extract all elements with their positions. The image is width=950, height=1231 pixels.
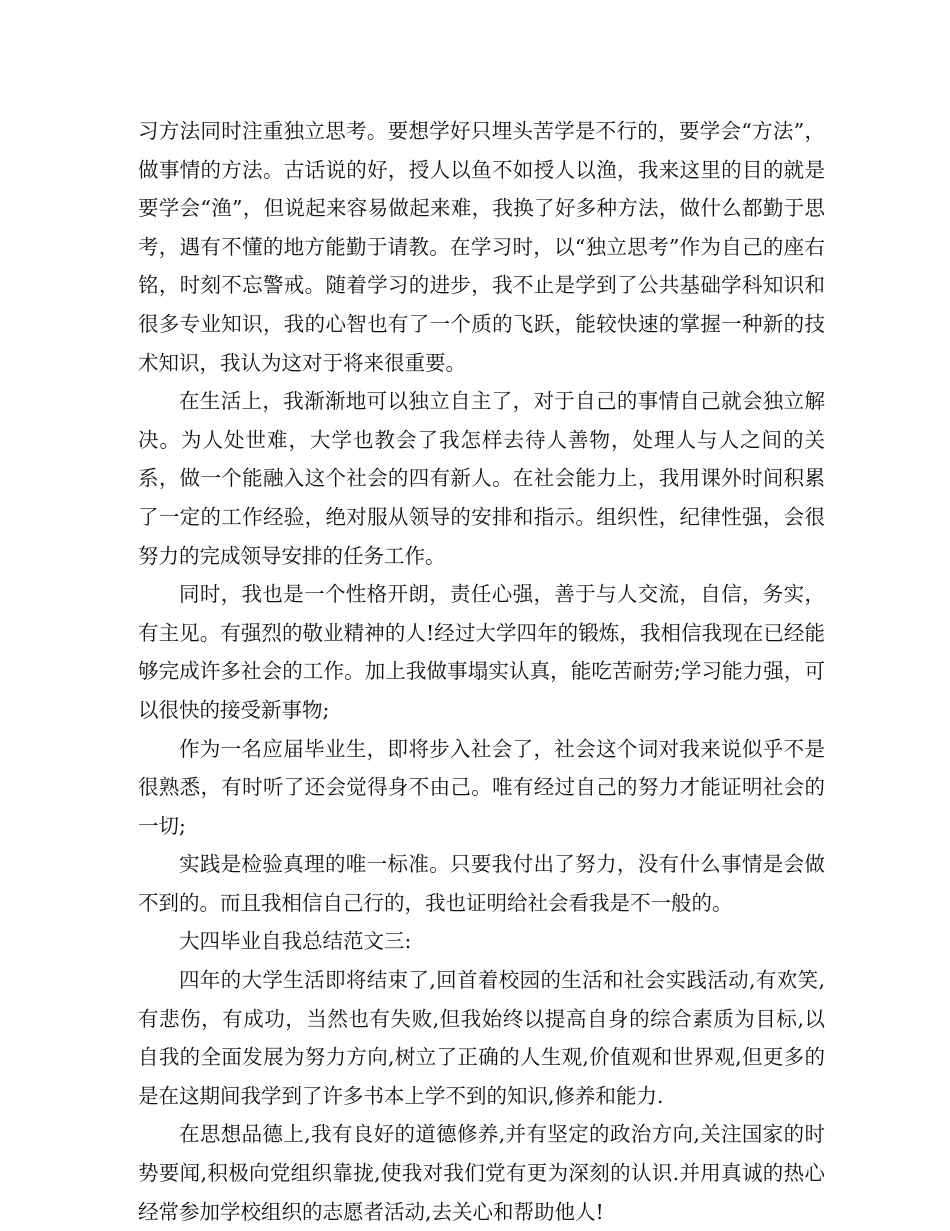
paragraph-8: 在思想品德上,我有良好的道德修养,并有坚定的政治方向,关注国家的时势要闻,积极向党组织靠拢,使我对我们党有更为深刻的认识.并用真诚的热心经常参加学校组织的志愿者活动,去关心和帮助他人! — [138, 1122, 825, 1224]
document-body — [138, 112, 825, 1231]
paragraph-4: 作为一名应届毕业生，即将步入社会了，社会这个词对我来说似乎不是很熟悉，有时听了还会觉得身不由己。唯有经过自己的努力才能证明社会的一切; — [138, 736, 825, 838]
paragraph-5: 实践是检验真理的唯一标准。只要我付出了努力，没有什么事情是会做不到的。而且我相信自己行的，我也证明给社会看我是不一般的。 — [138, 852, 825, 915]
section-heading: 大四毕业自我总结范文三: — [179, 929, 412, 954]
paragraph-1: 习方法同时注重独立思考。要想学好只埋头苦学是不行的，要学会“方法”，做事情的方法。古话说的好，授人以鱼不如授人以渔，我来这里的目的就是要学会“渔”，但说起来容易做起来难，我换了好多种方法，做什么都勤于思考，遇有不懂的地方能勤于请教。在学习时，以“独立思考”作为自己的座右铭，时刻不忘警戒。随着学习的进步，我不止是学到了公共基础学科知识和很多专业知识，我的心智也有了一个质的飞跃，能较快速的掌握一种新的技术知识，我认为这对于将来很重要。 — [138, 119, 825, 375]
paragraph-3: 同时，我也是一个性格开朗，责任心强，善于与人交流，自信，务实，有主见。有强烈的敬业精神的人!经过大学四年的锻炼，我相信我现在已经能够完成许多社会的工作。加上我做事塌实认真，能吃苦耐劳;学习能力强，可以很快的接受新事物; — [138, 582, 825, 722]
paragraph-7: 四年的大学生活即将结束了,回首着校园的生活和社会实践活动,有欢笑,有悲伤，有成功，当然也有失败,但我始终以提高自身的综合素质为目标,以自我的全面发展为努力方向,树立了正确的人生观,价值观和世界观,但更多的是在这期间我学到了许多书本上学不到的知识,修养和能力. — [138, 968, 825, 1108]
paragraph-2: 在生活上，我渐渐地可以独立自主了，对于自己的事情自己就会独立解决。为人处世难，大学也教会了我怎样去待人善物，处理人与人之间的关系，做一个能融入这个社会的四有新人。在社会能力上，我用课外时间积累了一定的工作经验，绝对服从领导的安排和指示。组织性，纪律性强，会很努力的完成领导安排的任务工作。 — [138, 389, 825, 568]
